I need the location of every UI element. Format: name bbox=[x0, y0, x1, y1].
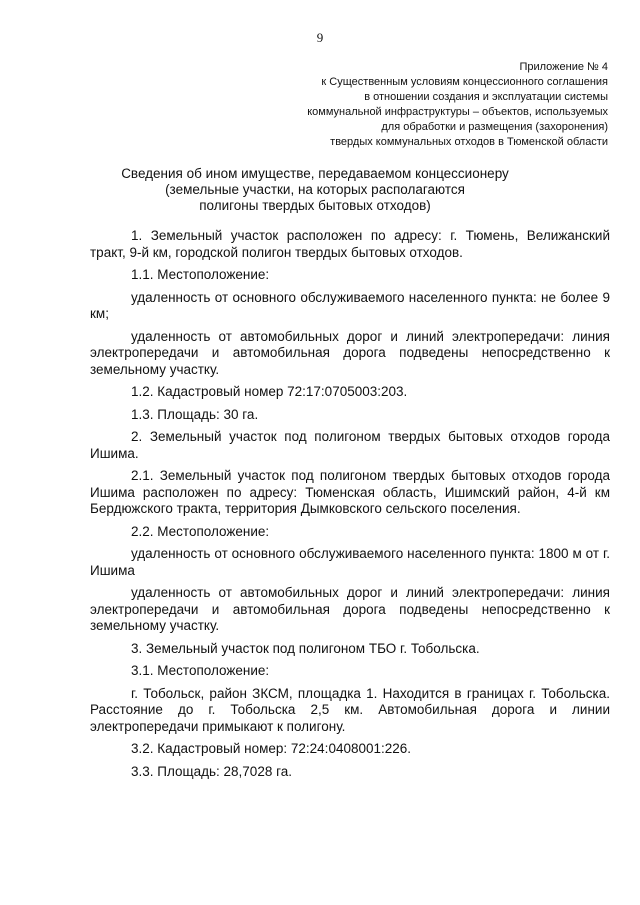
document-title bbox=[60, 166, 570, 214]
paragraph: 1. Земельный участок расположен по адресу: г. Тюмень, Велижанский тракт, 9-й км, городской полигон твердых бытовых отходов. bbox=[90, 228, 610, 260]
paragraph: 1.2. Кадастровый номер 72:17:0705003:203. bbox=[131, 384, 408, 399]
paragraph: удаленность от автомобильных дорог и линий электропередачи: линия электропередачи и автомобильная дорога подведены непосредственно к земельному участку. bbox=[90, 585, 610, 633]
paragraph: г. Тобольск, район ЗКСМ, площадка 1. Находится в границах г. Тобольска. Расстояние до г. Тобольска 2,5 км. Автомобильная дорога и линии электропередачи примыкают к полигону. bbox=[90, 685, 610, 734]
title-line: Сведения об ином имуществе, передаваемом концессионеру bbox=[121, 166, 509, 181]
page-number: 9 bbox=[316, 30, 324, 45]
paragraph: 2.2. Местоположение: bbox=[131, 523, 270, 539]
paragraph: 1.3. Площадь: 30 га. bbox=[131, 406, 259, 422]
appendix-line: Приложение № 4 bbox=[519, 61, 608, 73]
paragraph: 3.3. Площадь: 28,7028 га. bbox=[131, 763, 292, 779]
appendix-line: твердых коммунальных отходов в Тюменской области bbox=[330, 136, 608, 148]
title-line: (земельные участки, на которых располагаются bbox=[165, 182, 465, 197]
appendix-line: в отношении создания и эксплуатации системы bbox=[364, 91, 608, 103]
paragraph: удаленность от автомобильных дорог и линий электропередачи: линия электропередачи и автомобильная дорога подведены непосредственно к земельному участку. bbox=[90, 328, 610, 377]
paragraph: удаленность от основного обслуживаемого населенного пункта: 1800 м от г. Ишима bbox=[90, 546, 610, 578]
title-line: полигоны твердых бытовых отходов) bbox=[199, 198, 431, 213]
paragraph: 3. Земельный участок под полигоном ТБО г. Тобольска. bbox=[131, 640, 480, 656]
document-body bbox=[90, 228, 610, 786]
appendix-line: к Существенным условиям концессионного соглашения bbox=[321, 76, 608, 88]
paragraph: 2.1. Земельный участок под полигоном твердых бытовых отходов города Ишима расположен по адресу: Тюменская область, Ишимский район, 4-й км Бердюжского тракта, территория Дымковского сельского поселения. bbox=[90, 468, 610, 516]
appendix-line: коммунальной инфраструктуры – объектов, используемых bbox=[307, 106, 608, 118]
appendix-header bbox=[208, 60, 608, 150]
paragraph: 3.1. Местоположение: bbox=[131, 663, 270, 678]
paragraph: 1.1. Местоположение: bbox=[131, 267, 270, 282]
paragraph: удаленность от основного обслуживаемого населенного пункта: не более 9 км; bbox=[90, 289, 610, 321]
appendix-line: для обработки и размещения (захоронения) bbox=[381, 121, 608, 133]
paragraph: 3.2. Кадастровый номер: 72:24:0408001:226. bbox=[131, 741, 412, 756]
paragraph: 2. Земельный участок под полигоном твердых бытовых отходов города Ишима. bbox=[90, 429, 610, 461]
